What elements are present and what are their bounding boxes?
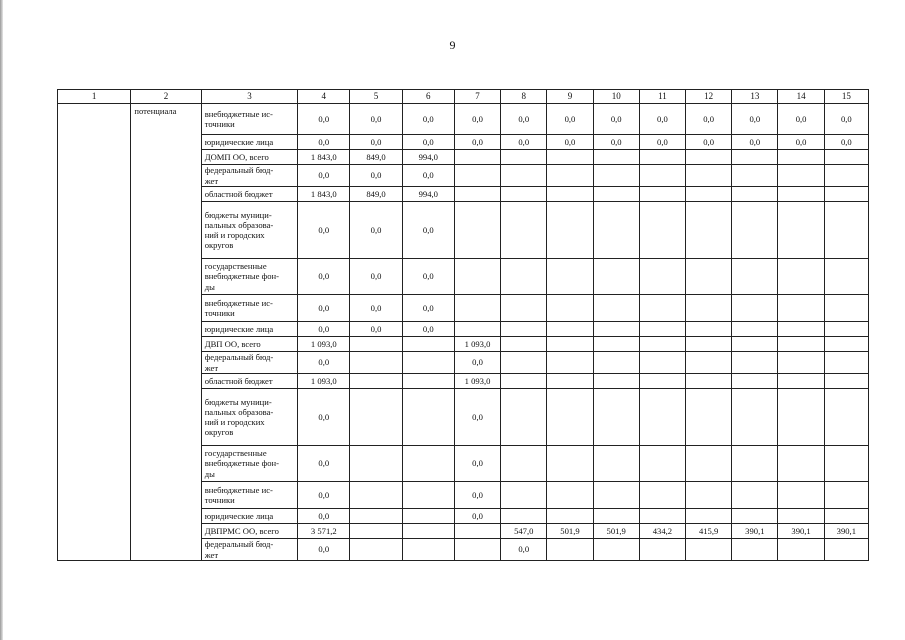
column-header: 6: [402, 90, 454, 104]
column-header: 2: [131, 90, 201, 104]
value-cell: [593, 202, 639, 259]
column-header: 11: [639, 90, 685, 104]
value-cell: [350, 524, 402, 539]
value-cell: [686, 150, 732, 165]
value-cell: 849,0: [350, 187, 402, 202]
value-cell: [593, 150, 639, 165]
header-row: [58, 90, 869, 104]
value-cell: 0,0: [454, 104, 500, 135]
value-cell: 0,0: [501, 135, 547, 150]
value-cell: [593, 509, 639, 524]
value-cell: [824, 482, 868, 509]
value-cell: [350, 539, 402, 561]
value-cell: 1 843,0: [298, 187, 350, 202]
row-label: внебюджетные ис- точники: [201, 104, 297, 135]
value-cell: 0,0: [454, 135, 500, 150]
value-cell: [639, 259, 685, 295]
row-label: ДОМП ОО, всего: [201, 150, 297, 165]
value-cell: [547, 337, 593, 352]
value-cell: [350, 482, 402, 509]
row-label: областной бюджет: [201, 187, 297, 202]
value-cell: [547, 509, 593, 524]
value-cell: [402, 337, 454, 352]
value-cell: 0,0: [350, 322, 402, 337]
value-cell: [593, 446, 639, 482]
value-cell: 0,0: [547, 135, 593, 150]
value-cell: [686, 539, 732, 561]
table-row: [58, 104, 869, 135]
value-cell: [778, 389, 824, 446]
value-cell: [824, 389, 868, 446]
value-cell: 0,0: [298, 104, 350, 135]
value-cell: [593, 165, 639, 187]
row-label: областной бюджет: [201, 374, 297, 389]
row-label: государственные внебюджетные фон- ды: [201, 259, 297, 295]
value-cell: [547, 295, 593, 322]
value-cell: 1 843,0: [298, 150, 350, 165]
column-header: 14: [778, 90, 824, 104]
value-cell: 0,0: [350, 295, 402, 322]
value-cell: 0,0: [593, 104, 639, 135]
row-label: государственные внебюджетные фон- ды: [201, 446, 297, 482]
value-cell: 0,0: [732, 135, 778, 150]
value-cell: [824, 539, 868, 561]
value-cell: 0,0: [298, 295, 350, 322]
value-cell: 0,0: [298, 509, 350, 524]
value-cell: 0,0: [402, 104, 454, 135]
column-header: 9: [547, 90, 593, 104]
value-cell: 0,0: [454, 509, 500, 524]
value-cell: [732, 389, 778, 446]
value-cell: [501, 322, 547, 337]
value-cell: [547, 352, 593, 374]
value-cell: [686, 509, 732, 524]
value-cell: [639, 337, 685, 352]
value-cell: [454, 165, 500, 187]
value-cell: 0,0: [402, 202, 454, 259]
budget-table: [57, 89, 869, 561]
value-cell: 0,0: [298, 322, 350, 337]
value-cell: 0,0: [778, 135, 824, 150]
value-cell: [639, 374, 685, 389]
value-cell: [454, 187, 500, 202]
value-cell: [686, 165, 732, 187]
value-cell: [639, 202, 685, 259]
value-cell: [593, 259, 639, 295]
value-cell: [501, 389, 547, 446]
value-cell: [501, 374, 547, 389]
value-cell: [732, 446, 778, 482]
value-cell: [402, 352, 454, 374]
row-label: внебюджетные ис- точники: [201, 482, 297, 509]
value-cell: 0,0: [824, 104, 868, 135]
value-cell: [402, 374, 454, 389]
value-cell: [778, 322, 824, 337]
value-cell: [501, 509, 547, 524]
value-cell: [350, 389, 402, 446]
value-cell: [454, 259, 500, 295]
value-cell: [454, 150, 500, 165]
value-cell: 390,1: [732, 524, 778, 539]
value-cell: 390,1: [778, 524, 824, 539]
value-cell: 0,0: [402, 322, 454, 337]
value-cell: [824, 202, 868, 259]
value-cell: [778, 202, 824, 259]
value-cell: [501, 202, 547, 259]
value-cell: 0,0: [350, 135, 402, 150]
value-cell: 0,0: [454, 389, 500, 446]
value-cell: [639, 187, 685, 202]
value-cell: [824, 150, 868, 165]
value-cell: [824, 446, 868, 482]
value-cell: [732, 352, 778, 374]
value-cell: [593, 389, 639, 446]
value-cell: 0,0: [350, 202, 402, 259]
value-cell: 0,0: [298, 539, 350, 561]
value-cell: 501,9: [593, 524, 639, 539]
value-cell: [593, 374, 639, 389]
value-cell: 0,0: [298, 352, 350, 374]
value-cell: [686, 446, 732, 482]
value-cell: [686, 352, 732, 374]
value-cell: [778, 482, 824, 509]
value-cell: 0,0: [639, 104, 685, 135]
value-cell: [778, 539, 824, 561]
value-cell: 1 093,0: [454, 374, 500, 389]
value-cell: 0,0: [454, 352, 500, 374]
value-cell: 0,0: [298, 135, 350, 150]
value-cell: [350, 509, 402, 524]
value-cell: [732, 482, 778, 509]
value-cell: [732, 374, 778, 389]
value-cell: 0,0: [298, 389, 350, 446]
value-cell: [778, 352, 824, 374]
value-cell: [824, 322, 868, 337]
value-cell: 3 571,2: [298, 524, 350, 539]
value-cell: [593, 322, 639, 337]
value-cell: [686, 295, 732, 322]
value-cell: 0,0: [402, 259, 454, 295]
value-cell: 0,0: [639, 135, 685, 150]
page-number: 9: [449, 38, 456, 52]
value-cell: [547, 202, 593, 259]
value-cell: [501, 482, 547, 509]
value-cell: [547, 482, 593, 509]
column-header: 5: [350, 90, 402, 104]
row-label: ДВПРМС ОО, всего: [201, 524, 297, 539]
value-cell: [350, 352, 402, 374]
value-cell: 994,0: [402, 187, 454, 202]
value-cell: [547, 322, 593, 337]
column-header: 1: [58, 90, 131, 104]
col2-cell: потенциала: [131, 104, 201, 561]
scan-edge-shadow: [0, 0, 3, 640]
value-cell: [593, 187, 639, 202]
value-cell: [402, 389, 454, 446]
value-cell: [686, 482, 732, 509]
value-cell: 0,0: [501, 539, 547, 561]
value-cell: 0,0: [298, 165, 350, 187]
value-cell: [501, 446, 547, 482]
value-cell: [686, 337, 732, 352]
value-cell: [732, 202, 778, 259]
row-label: бюджеты муници- пальных образова- ний и городских округов: [201, 389, 297, 446]
value-cell: 0,0: [454, 446, 500, 482]
value-cell: 0,0: [593, 135, 639, 150]
value-cell: [824, 165, 868, 187]
value-cell: 0,0: [824, 135, 868, 150]
value-cell: [778, 187, 824, 202]
value-cell: [350, 337, 402, 352]
value-cell: [454, 295, 500, 322]
value-cell: 390,1: [824, 524, 868, 539]
row-label: федеральный бюд- жет: [201, 165, 297, 187]
row-label: юридические лица: [201, 509, 297, 524]
value-cell: 0,0: [547, 104, 593, 135]
value-cell: [639, 389, 685, 446]
value-cell: [350, 446, 402, 482]
value-cell: [501, 337, 547, 352]
value-cell: [501, 150, 547, 165]
value-cell: [639, 509, 685, 524]
value-cell: 994,0: [402, 150, 454, 165]
value-cell: 0,0: [732, 104, 778, 135]
value-cell: [454, 202, 500, 259]
value-cell: [639, 539, 685, 561]
value-cell: [547, 187, 593, 202]
value-cell: [547, 150, 593, 165]
value-cell: 849,0: [350, 150, 402, 165]
value-cell: [686, 202, 732, 259]
row-label: федеральный бюд- жет: [201, 539, 297, 561]
value-cell: 0,0: [298, 259, 350, 295]
value-cell: [686, 259, 732, 295]
value-cell: 1 093,0: [298, 337, 350, 352]
value-cell: [639, 482, 685, 509]
value-cell: 0,0: [350, 104, 402, 135]
value-cell: [454, 524, 500, 539]
value-cell: [639, 446, 685, 482]
value-cell: [547, 374, 593, 389]
column-header: 10: [593, 90, 639, 104]
value-cell: [547, 259, 593, 295]
value-cell: [686, 187, 732, 202]
value-cell: [824, 259, 868, 295]
column-header: 12: [686, 90, 732, 104]
value-cell: 0,0: [402, 295, 454, 322]
value-cell: [732, 295, 778, 322]
value-cell: [350, 374, 402, 389]
value-cell: [686, 389, 732, 446]
value-cell: [639, 150, 685, 165]
column-header: 7: [454, 90, 500, 104]
value-cell: [501, 259, 547, 295]
column-header: 4: [298, 90, 350, 104]
value-cell: [732, 337, 778, 352]
value-cell: [402, 524, 454, 539]
value-cell: [547, 539, 593, 561]
value-cell: [593, 482, 639, 509]
value-cell: [593, 337, 639, 352]
value-cell: [778, 295, 824, 322]
value-cell: 0,0: [298, 482, 350, 509]
value-cell: [686, 322, 732, 337]
value-cell: [778, 446, 824, 482]
row-label: федеральный бюд- жет: [201, 352, 297, 374]
value-cell: [402, 482, 454, 509]
value-cell: 0,0: [298, 202, 350, 259]
value-cell: [639, 322, 685, 337]
value-cell: 1 093,0: [454, 337, 500, 352]
value-cell: [732, 539, 778, 561]
value-cell: 547,0: [501, 524, 547, 539]
value-cell: [732, 165, 778, 187]
value-cell: [824, 295, 868, 322]
value-cell: [778, 165, 824, 187]
value-cell: [593, 539, 639, 561]
value-cell: 0,0: [501, 104, 547, 135]
value-cell: [778, 259, 824, 295]
value-cell: [547, 389, 593, 446]
value-cell: 0,0: [350, 259, 402, 295]
value-cell: 0,0: [686, 104, 732, 135]
value-cell: 0,0: [402, 165, 454, 187]
value-cell: [501, 352, 547, 374]
value-cell: [732, 187, 778, 202]
row-label: юридические лица: [201, 135, 297, 150]
column-header: 15: [824, 90, 868, 104]
value-cell: [778, 374, 824, 389]
value-cell: [686, 374, 732, 389]
value-cell: 415,9: [686, 524, 732, 539]
value-cell: [824, 374, 868, 389]
value-cell: [454, 322, 500, 337]
value-cell: 501,9: [547, 524, 593, 539]
value-cell: 1 093,0: [298, 374, 350, 389]
value-cell: [639, 295, 685, 322]
value-cell: [501, 295, 547, 322]
value-cell: [501, 165, 547, 187]
row-label: бюджеты муници- пальных образова- ний и городских округов: [201, 202, 297, 259]
value-cell: [732, 509, 778, 524]
value-cell: 434,2: [639, 524, 685, 539]
value-cell: [778, 150, 824, 165]
value-cell: [824, 337, 868, 352]
col1-cell: [58, 104, 131, 561]
value-cell: [824, 509, 868, 524]
value-cell: [824, 187, 868, 202]
value-cell: [778, 509, 824, 524]
row-label: ДВП ОО, всего: [201, 337, 297, 352]
value-cell: 0,0: [402, 135, 454, 150]
value-cell: [732, 322, 778, 337]
row-label: юридические лица: [201, 322, 297, 337]
row-label: внебюджетные ис- точники: [201, 295, 297, 322]
value-cell: [402, 539, 454, 561]
value-cell: 0,0: [686, 135, 732, 150]
column-header: 3: [201, 90, 297, 104]
value-cell: [402, 446, 454, 482]
column-header: 8: [501, 90, 547, 104]
value-cell: [639, 165, 685, 187]
value-cell: [732, 150, 778, 165]
value-cell: [824, 352, 868, 374]
value-cell: [547, 165, 593, 187]
value-cell: 0,0: [350, 165, 402, 187]
value-cell: [593, 295, 639, 322]
value-cell: [454, 539, 500, 561]
value-cell: [593, 352, 639, 374]
value-cell: [402, 509, 454, 524]
value-cell: 0,0: [454, 482, 500, 509]
value-cell: 0,0: [298, 446, 350, 482]
value-cell: [501, 187, 547, 202]
value-cell: [732, 259, 778, 295]
value-cell: [639, 352, 685, 374]
value-cell: [778, 337, 824, 352]
value-cell: [547, 446, 593, 482]
value-cell: 0,0: [778, 104, 824, 135]
column-header: 13: [732, 90, 778, 104]
